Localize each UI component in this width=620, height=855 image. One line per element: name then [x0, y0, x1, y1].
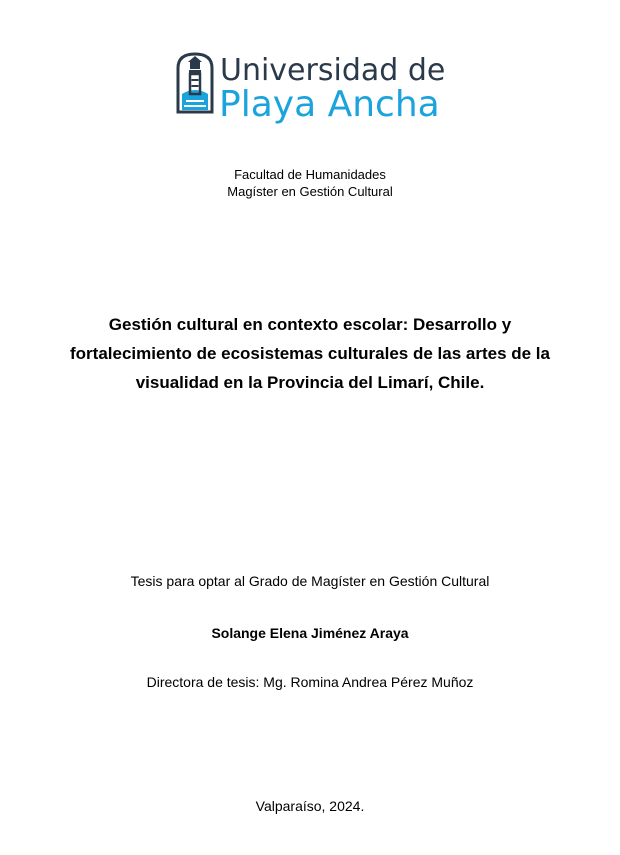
logo-university-text: Universidad de	[220, 53, 446, 88]
thesis-title	[50, 310, 570, 397]
thesis-title-line-2: fortalecimiento de ecosistemas culturales de las artes de la	[70, 344, 550, 363]
university-logo	[174, 50, 454, 130]
logo-campus-text: Playa Ancha	[219, 84, 440, 125]
thesis-director: Directora de tesis: Mg. Romina Andrea Pérez Muñoz	[146, 674, 474, 690]
thesis-title-line-3: visualidad en la Provincia del Limarí, Chile.	[135, 373, 485, 392]
program-name: Magíster en Gestión Cultural	[227, 184, 393, 199]
author-name: Solange Elena Jiménez Araya	[211, 625, 409, 641]
place-and-date: Valparaíso, 2024.	[255, 798, 365, 814]
degree-statement: Tesis para optar al Grado de Magíster en Gestión Cultural	[130, 573, 490, 589]
faculty-name: Facultad de Humanidades	[234, 167, 386, 182]
faculty-block	[0, 166, 620, 200]
university-logo-graphic	[174, 50, 454, 130]
lighthouse-icon	[178, 54, 212, 112]
thesis-title-line-1: Gestión cultural en contexto escolar: Desarrollo y	[108, 315, 512, 334]
